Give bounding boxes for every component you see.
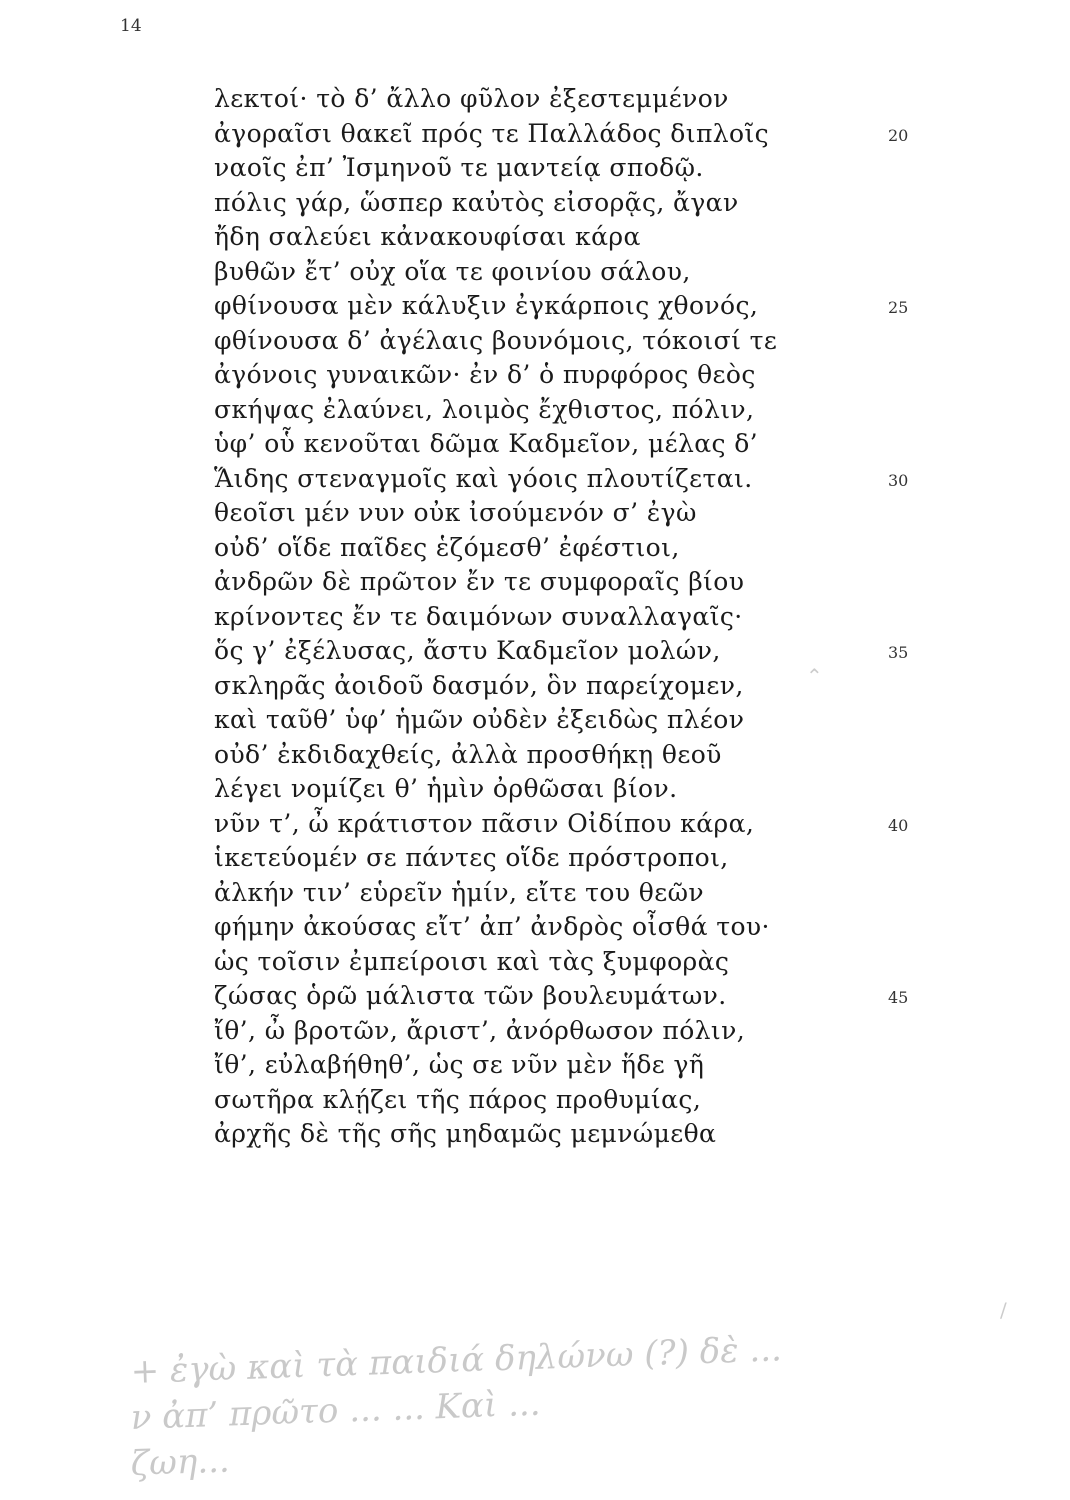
verse-line: σκήψας ἐλαύνει, λοιμὸς ἔχθιστος, πόλιν, [214, 394, 755, 424]
verse-line: ἴθ’, ὦ βροτῶν, ἄριστ’, ἀνόρθωσον πόλιν, [214, 1015, 746, 1045]
verse-line: φθίνουσα μὲν κάλυξιν ἐγκάρποις χθονός, [214, 291, 759, 320]
verse-line: λεκτοί· τὸ δ’ ἄλλο φῦλον ἐξεστεμμένον [214, 84, 729, 113]
verse-line: ὑφ’ οὗ κενοῦται δῶμα Καδμεῖον, μέλας δ’ [214, 429, 759, 458]
verse-line: σκληρᾶς ἀοιδοῦ δασμόν, ὃν παρείχομεν, [214, 670, 744, 700]
verse-line: καὶ ταῦθ’ ὑφ’ ἡμῶν οὐδὲν ἐξειδὼς πλέον [214, 705, 745, 734]
verse-line: φήμην ἀκούσας εἴτ’ ἀπ’ ἀνδρὸς οἶσθά του· [214, 912, 770, 941]
verse-line: σωτῆρα κλῄζει τῆς πάρος προθυμίας, [214, 1084, 702, 1114]
verse-line: κρίνοντες ἔν τε δαιμόνων συναλλαγαῖς· [214, 601, 743, 631]
line-number: 20 [888, 125, 909, 145]
pencil-mark: ⌃ [806, 664, 823, 688]
verse-line: ἀγοραῖσι θακεῖ πρός τε Παλλάδος διπλοῖς [214, 118, 770, 148]
handwritten-annotation: ζωη... [130, 1440, 231, 1484]
verse-line: θεοῖσι μέν νυν οὐκ ἰσούμενόν σ’ ἐγὼ [214, 498, 697, 527]
page-number: 14 [120, 16, 142, 36]
verse-line: ναοῖς ἐπ’ Ἰσμηνοῦ τε μαντείᾳ σποδῷ. [214, 153, 704, 182]
pencil-mark: / [1000, 1298, 1007, 1322]
line-number: 40 [888, 815, 909, 835]
verse-line: ἤδη σαλεύει κἀνακουφίσαι κάρα [214, 222, 641, 251]
line-number: 35 [888, 643, 909, 662]
verse-line: φθίνουσα δ’ ἀγέλαις βουνόμοις, τόκοισί τε [214, 325, 778, 355]
verse-line: οὐδ’ οἵδε παῖδες ἑζόμεσθ’ ἐφέστιοι, [214, 532, 680, 562]
handwritten-annotation: ν ἀπ’ πρῶτο ... ... Καὶ ... [130, 1383, 542, 1438]
verse-line: πόλις γάρ, ὥσπερ καὐτὸς εἰσορᾷς, ἄγαν [214, 187, 739, 217]
line-number: 45 [888, 988, 909, 1007]
line-number: 30 [888, 470, 909, 490]
verse-line: ἀλκήν τιν’ εὑρεῖν ἡμίν, εἴτε του θεῶν [214, 877, 704, 907]
verse-line: βυθῶν ἔτ’ οὐχ οἵα τε φοινίου σάλου, [214, 256, 691, 286]
verse-line: ἱκετεύομέν σε πάντες οἵδε πρόστροποι, [214, 843, 729, 872]
verse-line: οὐδ’ ἐκδιδαχθείς, ἀλλὰ προσθήκῃ θεοῦ [214, 739, 722, 769]
handwritten-annotation: + ἐγὼ καὶ τὰ παιδιά δηλώνω (?) δὲ ... [130, 1329, 783, 1392]
verse-line: ἀγόνοις γυναικῶν· ἐν δ’ ὁ πυρφόρος θεὸς [214, 360, 756, 389]
verse-line: ὅς γ’ ἐξέλυσας, ἄστυ Καδμεῖον μολών, [214, 636, 721, 665]
verse-line: ὡς τοῖσιν ἐμπείροισι καὶ τὰς ξυμφορὰς [214, 946, 730, 976]
verse-line: νῦν τ’, ὦ κράτιστον πᾶσιν Οἰδίπου κάρα, [214, 808, 755, 838]
verse-line: ἀρχῆς δὲ τῆς σῆς μηδαμῶς μεμνώμεθα [214, 1119, 717, 1148]
verse-line: Ἅιδης στεναγμοῖς καὶ γόοις πλουτίζεται. [214, 463, 753, 493]
verse-line: λέγει νομίζει θ’ ἡμὶν ὀρθῶσαι βίον. [214, 774, 678, 803]
verse-text [214, 82, 909, 1152]
verse-line: ἀνδρῶν δὲ πρῶτον ἔν τε συμφοραῖς βίου [214, 567, 745, 596]
line-number: 25 [888, 298, 909, 317]
verse-line: ἴθ’, εὐλαβήθηθ’, ὡς σε νῦν μὲν ἥδε γῆ [214, 1050, 705, 1079]
verse-line: ζώσας ὁρῶ μάλιστα τῶν βουλευμάτων. [214, 981, 727, 1010]
